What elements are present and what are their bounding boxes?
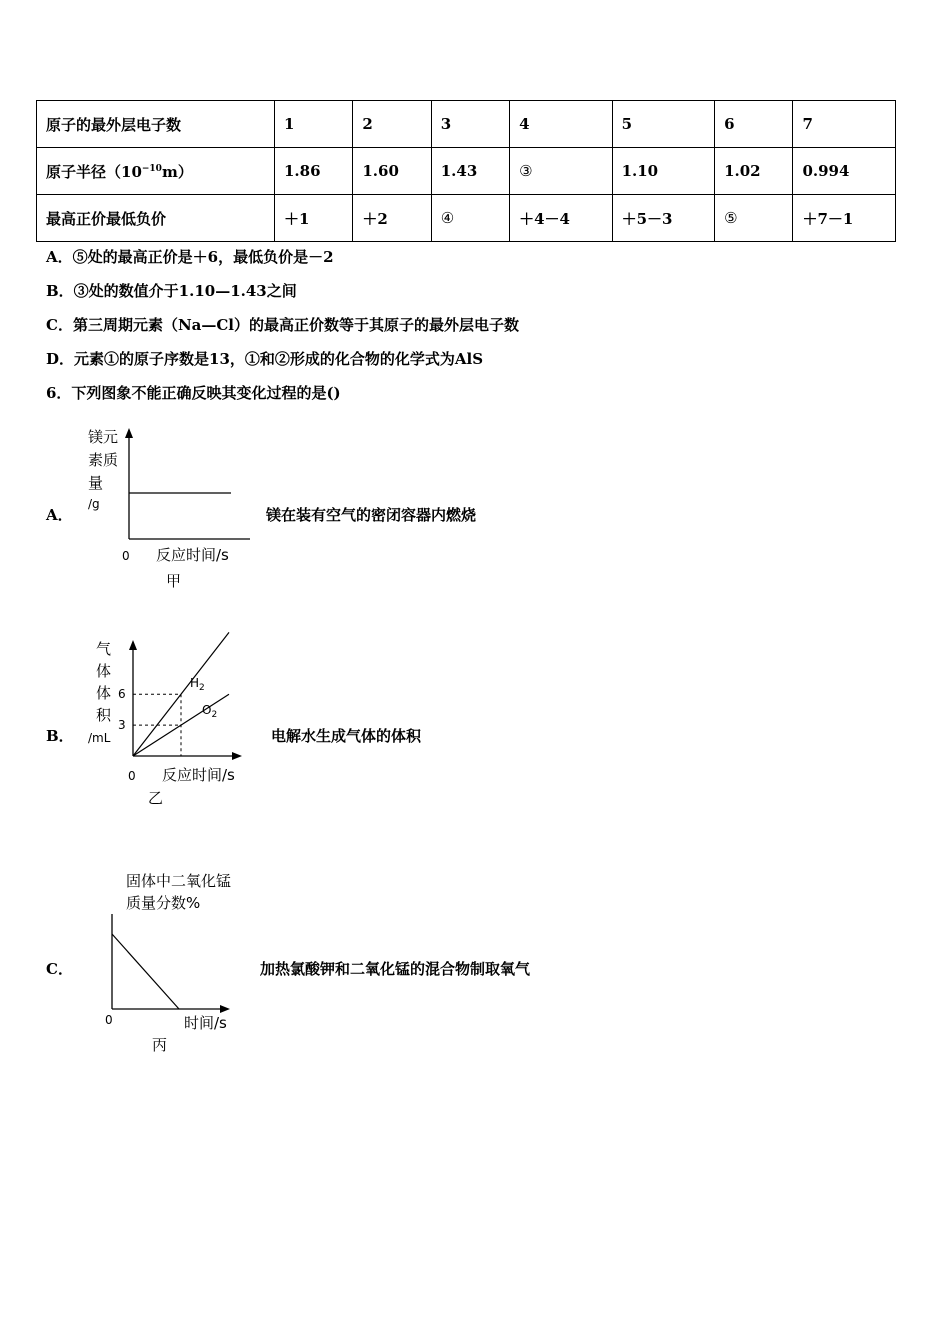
origin-label: 0 [105,1013,113,1027]
table-row [37,195,896,242]
table-cell: ＋5－3 [612,195,715,242]
row-header-suffix: m） [161,162,193,181]
y-tick-3: 3 [118,718,126,733]
figure-caption: 丙 [152,1036,168,1054]
row-header [37,148,275,195]
origin-label: 0 [122,549,130,563]
row-header: 最高正价最低负价 [37,195,275,242]
option-b: B．③处的数值介于1.10—1.43之间 [46,282,297,300]
figure-caption: 甲 [166,572,182,590]
x-axis-label: 反应时间/s [162,766,235,784]
x-axis-label: 反应时间/s [156,546,229,564]
figure-c-option-label: C． [46,960,73,978]
option-a: A．⑤处的最高正价是＋6，最低负价是－2 [46,248,334,266]
table-cell: ＋7－1 [793,195,896,242]
figure-b-description: 电解水生成气体的体积 [271,727,422,745]
mno2-fraction-line [112,934,179,1009]
y-label-line-4: /g [88,497,100,511]
y-axis-arrow [125,428,133,438]
h2-label-sub: 2 [199,683,205,693]
h2-label-main: H [190,676,200,690]
table-cell: ＋4－4 [510,195,613,242]
row-header: 原子的最外层电子数 [37,101,275,148]
option-c: C．第三周期元素（Na—Cl）的最高正价数等于其原子的最外层电子数 [46,316,520,334]
x-axis-arrow [220,1005,230,1013]
table-cell: ＋2 [353,195,431,242]
table-cell: 5 [612,101,715,148]
chart-title-line-1: 固体中二氧化锰 [126,872,232,890]
x-axis-label: 时间/s [184,1014,227,1032]
table-row [37,101,896,148]
figure-b-svg [86,632,266,812]
o2-label-main: O [202,703,212,717]
figure-a-svg [80,420,260,600]
table-cell: 1.02 [715,148,793,195]
origin-label: 0 [128,769,136,783]
y-axis-arrow [129,640,137,650]
table-cell: 7 [793,101,896,148]
y-label-line-2: 体 [96,662,112,680]
question-6: 6．下列图象不能正确反映其变化过程的是() [46,384,341,402]
y-label-line-3: 体 [96,684,112,702]
o2-label-sub: 2 [211,710,218,720]
row-header-prefix: 原子半径（10 [46,162,142,181]
table-cell: 1.10 [612,148,715,195]
figure-caption: 乙 [148,789,164,807]
figure-b-option-label: B． [46,727,74,745]
figure-a-chart [80,420,260,600]
table-cell: ④ [431,195,509,242]
table-cell: 1 [275,101,353,148]
table-cell: 0.994 [793,148,896,195]
chart-title-line-2: 质量分数% [126,894,201,912]
table-cell: ③ [510,148,613,195]
y-label-line-4: 积 [96,706,112,724]
table-cell: 1.43 [431,148,509,195]
option-d: D．元素①的原子序数是13，①和②形成的化合物的化学式为AlS [46,350,484,368]
y-tick-6: 6 [118,687,126,702]
o2-label [202,703,217,720]
table-cell: 1.60 [353,148,431,195]
figure-b-chart [86,632,266,812]
atom-property-table [36,100,896,242]
table-cell: 1.86 [275,148,353,195]
table-cell: 2 [353,101,431,148]
y-label-line-1: 气 [96,640,112,658]
figure-c-svg [100,866,270,1056]
table-cell: 4 [510,101,613,148]
figure-c-chart [100,866,270,1056]
figure-a-description: 镁在装有空气的密闭容器内燃烧 [266,506,477,524]
table-row [37,148,896,195]
table-cell: 6 [715,101,793,148]
table-cell: ＋1 [275,195,353,242]
x-axis-arrow [232,752,242,760]
y-label-line-5: /mL [88,731,111,745]
table-cell: 3 [431,101,509,148]
figure-c-description: 加热氯酸钾和二氧化锰的混合物制取氧气 [260,960,531,978]
h2-label [190,676,205,693]
y-label-line-3: 量 [88,474,104,492]
figure-a-option-label: A． [46,506,73,524]
y-label-line-2: 素质 [88,451,119,469]
y-label-line-1: 镁元 [88,428,119,446]
row-header-exponent: −10 [141,163,162,174]
table-cell: ⑤ [715,195,793,242]
